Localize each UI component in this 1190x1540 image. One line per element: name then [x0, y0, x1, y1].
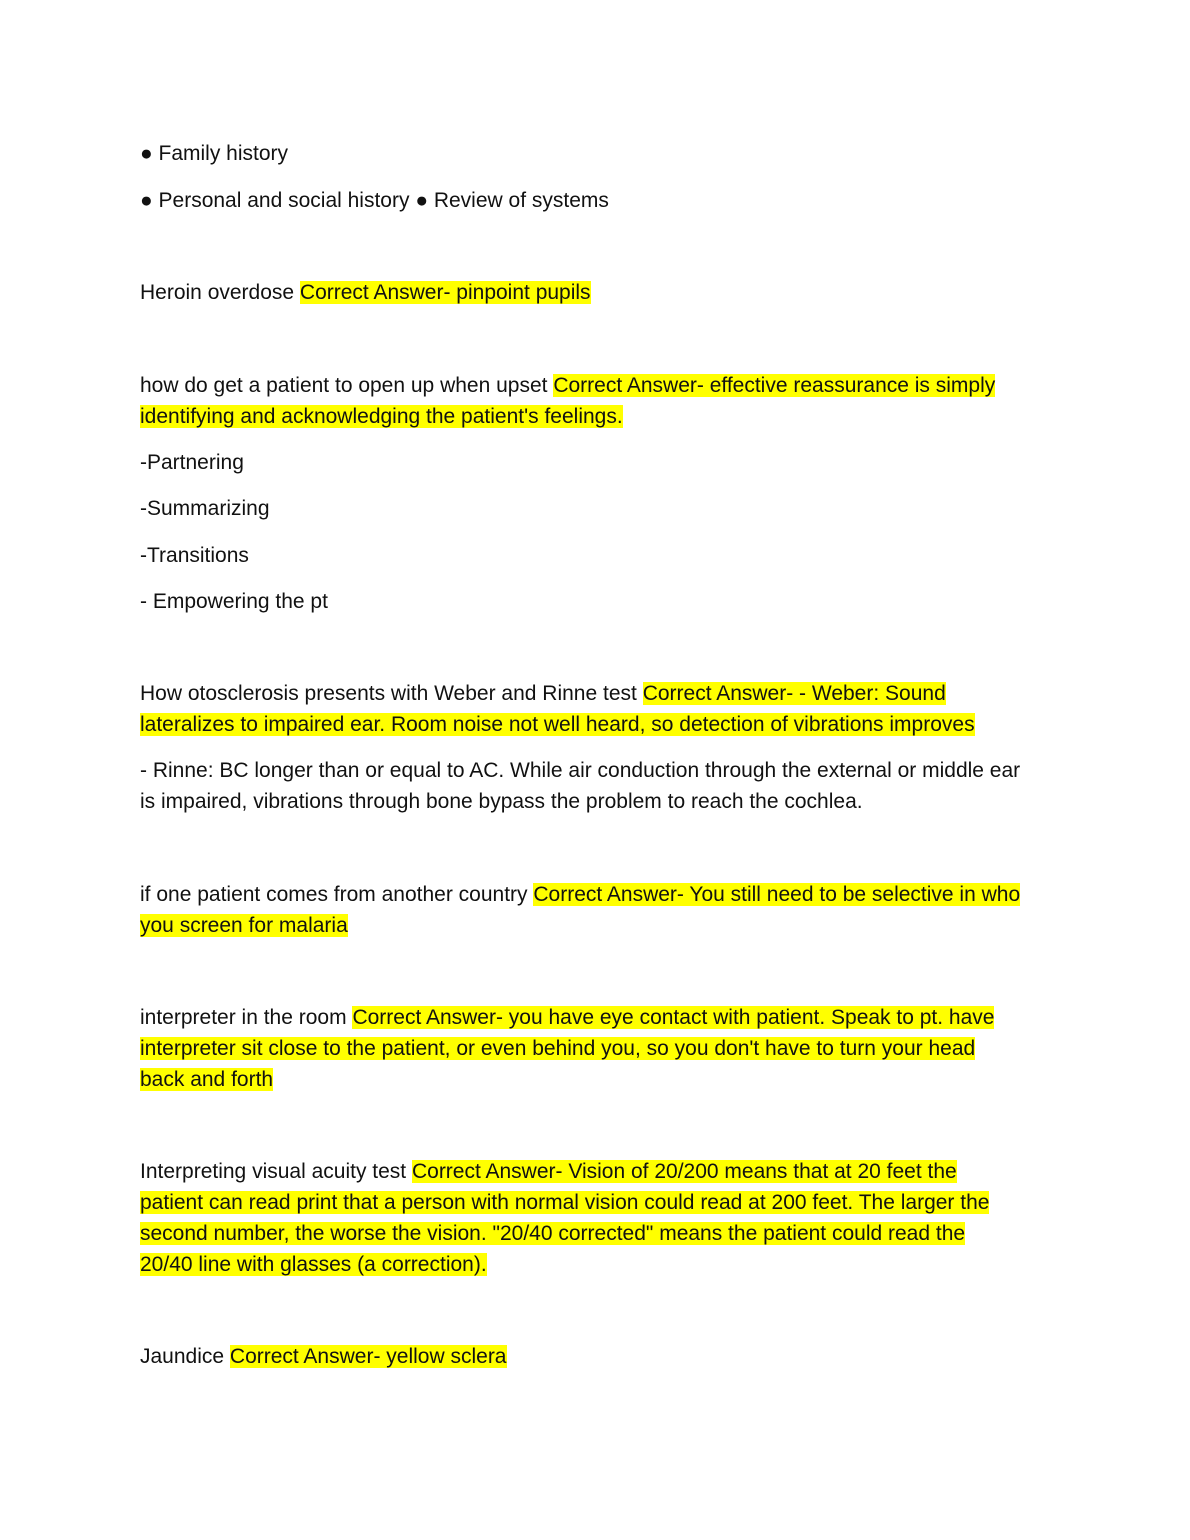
answer-highlight: 20/40 line with glasses (a correction).	[140, 1253, 487, 1276]
bullet-personal-social-review: ● Personal and social history ● Review of systems	[140, 189, 609, 212]
question-text: interpreter in the room	[140, 1006, 353, 1029]
question-text: Jaundice	[140, 1345, 230, 1368]
list-item-partnering: -Partnering	[140, 451, 244, 474]
qa-visual-acuity-answer-cont-2	[140, 1218, 965, 1249]
list-item-summarizing: -Summarizing	[140, 497, 270, 520]
answer-highlight: interpreter sit close to the patient, or even behind you, so you don't have to turn your head	[140, 1037, 976, 1060]
answer-highlight: Correct Answer- - Weber: Sound	[642, 682, 946, 705]
question-text: How otosclerosis presents with Weber and Rinne test	[140, 682, 643, 705]
qa-visual-acuity-answer-cont-1	[140, 1187, 989, 1218]
qa-another-country-question	[140, 879, 1020, 910]
qa-another-country-answer-cont	[140, 910, 348, 941]
answer-highlight: back and forth	[140, 1068, 274, 1091]
qa-otosclerosis-question	[140, 678, 946, 709]
question-text: how do get a patient to open up when upset	[140, 374, 554, 397]
qa-open-up-answer-cont	[140, 401, 623, 432]
answer-highlight: you screen for malaria	[140, 914, 348, 937]
answer-highlight: Correct Answer- Vision of 20/200 means that at 20 feet the	[411, 1160, 957, 1183]
list-item-empowering: - Empowering the pt	[140, 590, 328, 613]
rinne-line-2: is impaired, vibrations through bone bypass the problem to reach the cochlea.	[140, 790, 863, 813]
qa-visual-acuity-answer-cont-3	[140, 1249, 487, 1280]
question-text: Interpreting visual acuity test	[140, 1160, 412, 1183]
answer-highlight: Correct Answer- effective reassurance is simply	[553, 374, 996, 397]
answer-highlight: patient can read print that a person with normal vision could read at 200 feet. The larger the	[140, 1191, 990, 1214]
qa-interpreter-answer-cont-2	[140, 1064, 273, 1095]
answer-highlight: Correct Answer- pinpoint pupils	[299, 281, 591, 304]
question-text: Heroin overdose	[140, 281, 300, 304]
answer-highlight: identifying and acknowledging the patient's feelings.	[140, 405, 623, 428]
list-item-transitions: -Transitions	[140, 544, 249, 567]
answer-highlight: second number, the worse the vision. "20/40 corrected" means the patient could read the	[140, 1222, 966, 1245]
bullet-family-history: ● Family history	[140, 142, 289, 165]
answer-highlight: Correct Answer- you have eye contact with patient. Speak to pt. have	[352, 1006, 995, 1029]
qa-interpreter-question	[140, 1002, 994, 1033]
question-text: if one patient comes from another country	[140, 883, 534, 906]
qa-heroin-overdose	[140, 277, 591, 308]
answer-highlight: Correct Answer- yellow sclera	[229, 1345, 507, 1368]
rinne-line-1: - Rinne: BC longer than or equal to AC. While air conduction through the external or middle ear	[140, 759, 1021, 782]
answer-highlight: lateralizes to impaired ear. Room noise not well heard, so detection of vibrations improves	[140, 713, 975, 736]
qa-open-up-question	[140, 370, 995, 401]
qa-jaundice	[140, 1341, 507, 1372]
qa-otosclerosis-answer-cont	[140, 709, 975, 740]
qa-visual-acuity-question	[140, 1156, 957, 1187]
qa-interpreter-answer-cont-1	[140, 1033, 975, 1064]
answer-highlight: Correct Answer- You still need to be selective in who	[533, 883, 1021, 906]
